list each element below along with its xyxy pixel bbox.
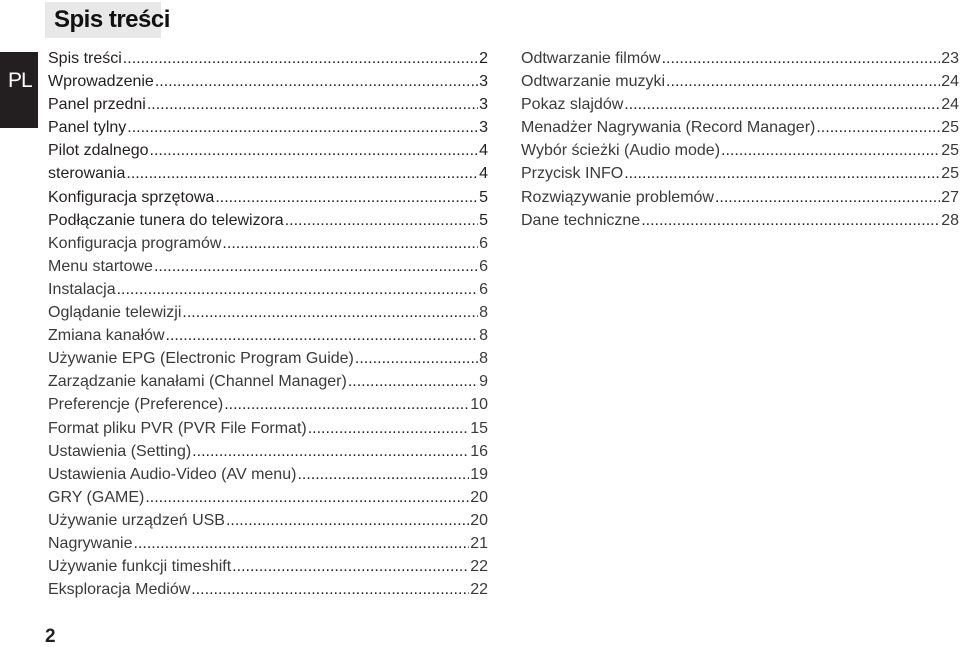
- toc-entry-page: 4: [479, 165, 488, 183]
- toc-entry[interactable]: [521, 116, 959, 139]
- page-number: 2: [45, 626, 56, 647]
- toc-leader-dots: [133, 532, 469, 555]
- toc-entry[interactable]: [48, 555, 488, 578]
- toc-entry-label: Panel przedni: [48, 96, 146, 114]
- toc-leader-dots: [624, 93, 940, 116]
- toc-entry-label: Pokaz slajdów: [521, 96, 624, 114]
- toc-leader-dots: [166, 324, 479, 347]
- toc-entry-label: Panel tylny: [48, 119, 127, 137]
- toc-entry-label: Wprowadzenie: [48, 73, 154, 91]
- toc-entry[interactable]: [521, 186, 959, 209]
- toc-entry-page: 3: [479, 96, 488, 114]
- toc-entry-label: Odtwarzanie muzyki: [521, 73, 666, 91]
- toc-entry-label: Preferencje (Preference): [48, 396, 224, 414]
- toc-entry-label: Rozwiązywanie problemów: [521, 188, 714, 206]
- toc-entry[interactable]: [48, 47, 488, 70]
- toc-entry-label: Dane techniczne: [521, 211, 641, 229]
- toc-entry[interactable]: [48, 139, 488, 162]
- toc-entry-label: Zarządzanie kanałami (Channel Manager): [48, 373, 347, 391]
- toc-entry-label: Pilot zdalnego: [48, 142, 149, 160]
- toc-entry[interactable]: [48, 417, 488, 440]
- toc-entry-label: Spis treści: [48, 50, 122, 67]
- toc-entry-label: Eksploracja Mediów: [48, 581, 191, 599]
- toc-entry-label: Zmiana kanałów: [48, 327, 165, 345]
- toc-entry-label: Nagrywanie: [48, 534, 133, 552]
- toc-entry[interactable]: [48, 509, 488, 532]
- toc-entry-page: 25: [941, 142, 959, 160]
- toc-entry-page: 3: [479, 73, 488, 91]
- toc-entry-page: 8: [479, 304, 488, 322]
- toc-left-column: [48, 47, 488, 601]
- toc-entry-label: Odtwarzanie filmów: [521, 50, 661, 67]
- toc-leader-dots: [182, 301, 478, 324]
- toc-entry-label: Podłączanie tunera do telewizora: [48, 211, 284, 229]
- toc-entry[interactable]: [521, 162, 959, 185]
- toc-entry-label: Menadżer Nagrywania (Record Manager): [521, 119, 816, 137]
- toc-entry-label: Ustawienia (Setting): [48, 442, 192, 460]
- toc-entry-page: 5: [479, 211, 488, 229]
- toc-entry[interactable]: [48, 93, 488, 116]
- toc-entry-page: 20: [470, 511, 488, 529]
- toc-leader-dots: [624, 162, 940, 185]
- toc-entry-label: Format pliku PVR (PVR File Format): [48, 419, 307, 437]
- toc-entry[interactable]: [48, 532, 488, 555]
- toc-entry-page: 6: [479, 257, 488, 275]
- toc-right-column: [521, 47, 959, 232]
- toc-entry-label: Ustawienia Audio-Video (AV menu): [48, 465, 297, 483]
- toc-leader-dots: [117, 278, 479, 301]
- toc-leader-dots: [154, 255, 478, 278]
- toc-leader-dots: [126, 162, 478, 185]
- toc-entry-label: Używanie urządzeń USB: [48, 511, 225, 529]
- toc-entry[interactable]: [521, 209, 959, 232]
- toc-entry-label: Używanie EPG (Electronic Program Guide): [48, 350, 354, 368]
- toc-leader-dots: [715, 186, 940, 209]
- toc-entry[interactable]: [48, 324, 488, 347]
- toc-entry-page: 24: [941, 73, 959, 91]
- toc-entry[interactable]: [48, 162, 488, 185]
- toc-leader-dots: [147, 93, 478, 116]
- toc-entry[interactable]: [48, 463, 488, 486]
- toc-entry-label: Konfiguracja sprzętowa: [48, 188, 215, 206]
- toc-entry[interactable]: [48, 255, 488, 278]
- language-tab: PL: [0, 52, 38, 128]
- toc-leader-dots: [224, 393, 469, 416]
- toc-entry[interactable]: [48, 440, 488, 463]
- toc-entry-label: Instalacja: [48, 280, 116, 298]
- toc-entry-page: 16: [470, 442, 488, 460]
- toc-entry-label: Przycisk INFO: [521, 165, 624, 183]
- toc-entry[interactable]: [48, 70, 488, 93]
- toc-leader-dots: [192, 440, 469, 463]
- toc-leader-dots: [150, 139, 479, 162]
- toc-leader-dots: [662, 47, 941, 70]
- toc-entry[interactable]: [48, 232, 488, 255]
- toc-entry-page: 28: [941, 211, 959, 229]
- page-title: Spis treści: [45, 2, 161, 38]
- toc-entry-page: 24: [941, 96, 959, 114]
- toc-entry-page: 27: [941, 188, 959, 206]
- toc-leader-dots: [308, 417, 469, 440]
- toc-leader-dots: [191, 578, 469, 601]
- toc-entry[interactable]: [521, 70, 959, 93]
- toc-entry[interactable]: [48, 393, 488, 416]
- toc-leader-dots: [232, 555, 469, 578]
- toc-leader-dots: [285, 209, 478, 232]
- toc-leader-dots: [297, 463, 469, 486]
- toc-leader-dots: [816, 116, 940, 139]
- toc-leader-dots: [215, 186, 478, 209]
- toc-entry-label: Oglądanie telewizji: [48, 304, 182, 322]
- toc-entry[interactable]: [521, 47, 959, 70]
- toc-leader-dots: [155, 70, 478, 93]
- toc-leader-dots: [641, 209, 940, 232]
- toc-leader-dots: [355, 347, 478, 370]
- toc-entry-label: GRY (GAME): [48, 488, 145, 506]
- toc-entry-page: 15: [470, 419, 488, 437]
- toc-entry[interactable]: [48, 209, 488, 232]
- toc-entry[interactable]: [521, 93, 959, 116]
- toc-entry-page: 22: [470, 558, 488, 576]
- toc-entry-label: Wybór ścieżki (Audio mode): [521, 142, 721, 160]
- toc-entry-page: 3: [479, 119, 488, 137]
- toc-entry-page: 6: [479, 280, 488, 298]
- toc-leader-dots: [348, 370, 478, 393]
- toc-leader-dots: [123, 47, 478, 70]
- toc-entry-page: 21: [470, 534, 488, 552]
- toc-entry-page: 6: [479, 234, 488, 252]
- toc-entry-page: 2: [479, 50, 488, 67]
- toc-entry[interactable]: [48, 347, 488, 370]
- toc-entry[interactable]: [48, 578, 488, 601]
- toc-entry-label: Używanie funkcji timeshift: [48, 558, 232, 576]
- toc-leader-dots: [226, 509, 469, 532]
- toc-entry-page: 10: [470, 396, 488, 414]
- toc-entry-page: 5: [479, 188, 488, 206]
- toc-entry-page: 25: [941, 119, 959, 137]
- toc-entry-page: 8: [479, 350, 488, 368]
- toc-entry[interactable]: [48, 186, 488, 209]
- toc-entry-page: 8: [479, 327, 488, 345]
- toc-entry-page: 4: [479, 142, 488, 160]
- toc-leader-dots: [721, 139, 940, 162]
- toc-entry-page: 20: [470, 488, 488, 506]
- toc-entry[interactable]: [48, 301, 488, 324]
- toc-leader-dots: [145, 486, 469, 509]
- toc-leader-dots: [222, 232, 478, 255]
- toc-entry[interactable]: [48, 486, 488, 509]
- toc-leader-dots: [666, 70, 940, 93]
- toc-entry-page: 23: [941, 50, 959, 67]
- toc-entry-page: 25: [941, 165, 959, 183]
- toc-entry[interactable]: [48, 370, 488, 393]
- toc-entry-page: 9: [479, 373, 488, 391]
- toc-leader-dots: [127, 116, 478, 139]
- toc-entry-page: 19: [470, 465, 488, 483]
- toc-entry-label: sterowania: [48, 165, 126, 183]
- toc-entry-label: Menu startowe: [48, 257, 153, 275]
- toc-entry[interactable]: [521, 139, 959, 162]
- toc-entry-label: Konfiguracja programów: [48, 234, 222, 252]
- toc-entry-page: 22: [470, 581, 488, 599]
- toc-entry[interactable]: [48, 278, 488, 301]
- toc-entry[interactable]: [48, 116, 488, 139]
